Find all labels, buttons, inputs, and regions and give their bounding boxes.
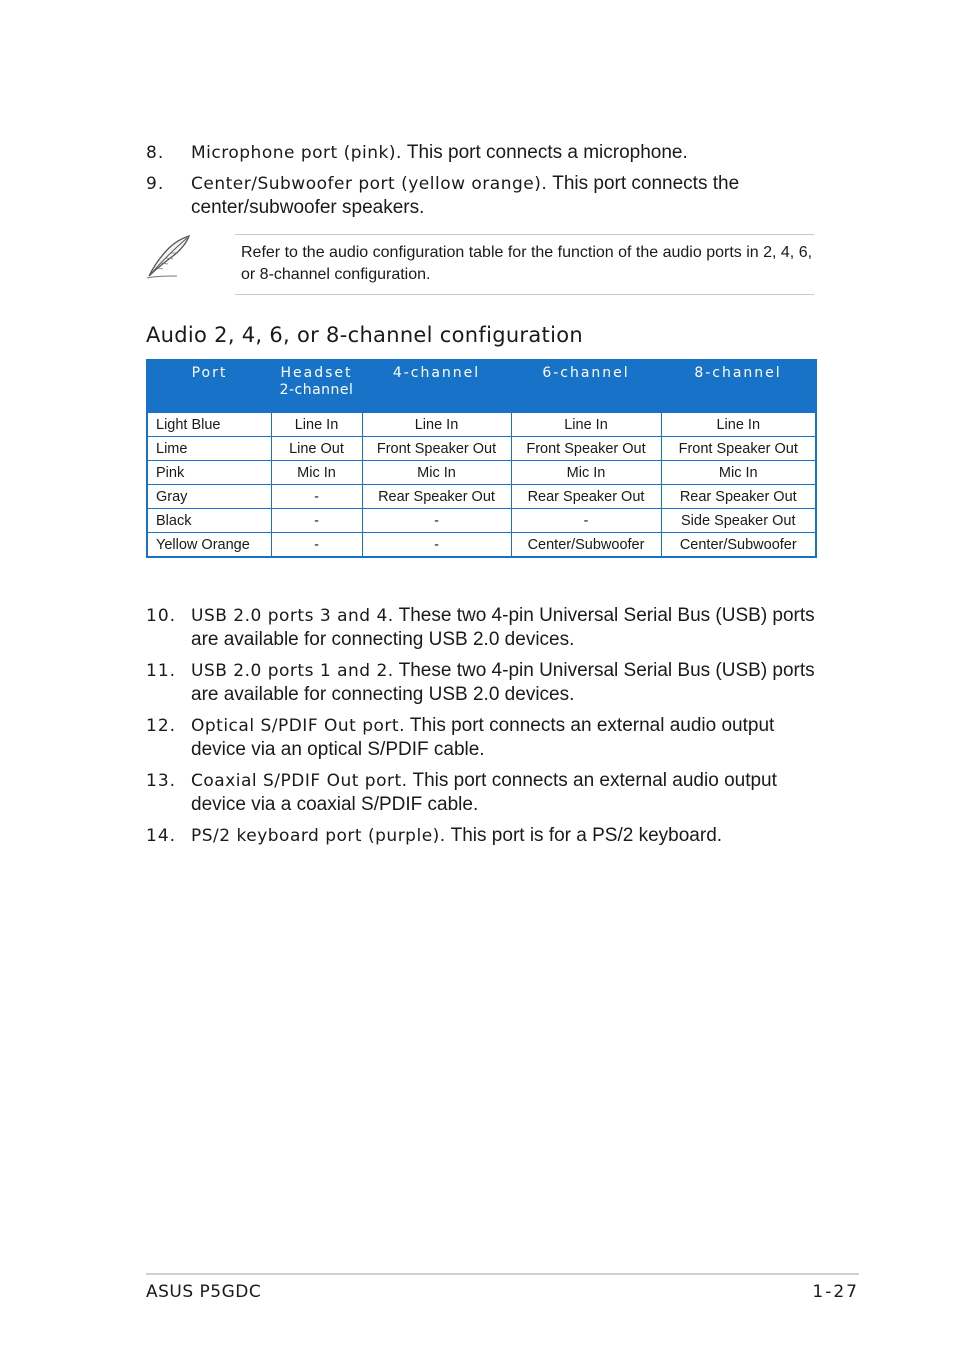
cell: Line In xyxy=(362,413,511,437)
list-item-ps2-keyboard xyxy=(146,824,816,848)
table-row xyxy=(147,533,816,558)
cell: - xyxy=(362,533,511,558)
cell: Mic In xyxy=(661,461,816,485)
list-item-optical-spdif xyxy=(146,714,816,762)
item-number: 11. xyxy=(146,661,177,681)
item-number: 9. xyxy=(146,174,165,194)
pen-feather-icon xyxy=(143,232,193,280)
cell: - xyxy=(271,533,362,558)
footer-product-name: ASUS P5GDC xyxy=(146,1282,262,1302)
note-box xyxy=(235,234,814,295)
item-text: This port is for a PS/2 keyboard. xyxy=(445,825,723,846)
table-header-row xyxy=(147,360,816,413)
table-row xyxy=(147,461,816,485)
cell-port: Black xyxy=(147,509,271,533)
item-lead: PS/2 keyboard port (purple). xyxy=(191,826,446,846)
cell-port: Pink xyxy=(147,461,271,485)
table-row xyxy=(147,509,816,533)
table-row xyxy=(147,437,816,461)
cell: Mic In xyxy=(511,461,661,485)
cell-port: Lime xyxy=(147,437,271,461)
item-text: These two 4-pin Universal Serial Bus (USB) ports are available for connecting USB 2.0 devices. xyxy=(191,660,815,705)
cell: Line In xyxy=(271,413,362,437)
cell: Center/Subwoofer xyxy=(511,533,661,558)
note-text: Refer to the audio configuration table for the function of the audio ports in 2, 4, 6, or 8-channel configuration. xyxy=(241,244,813,283)
cell: Rear Speaker Out xyxy=(511,485,661,509)
item-number: 14. xyxy=(146,826,177,846)
header-4-channel: 4-channel xyxy=(362,360,511,413)
cell: - xyxy=(362,509,511,533)
item-lead: Microphone port (pink). xyxy=(191,143,402,163)
table-row xyxy=(147,485,816,509)
cell: - xyxy=(271,485,362,509)
table-row xyxy=(147,413,816,437)
cell: - xyxy=(511,509,661,533)
list-item-usb-ports-3-4 xyxy=(146,604,816,652)
cell: Rear Speaker Out xyxy=(362,485,511,509)
header-port: Port xyxy=(147,360,271,413)
section-title: Audio 2, 4, 6, or 8-channel configuration xyxy=(146,323,583,347)
item-number: 12. xyxy=(146,716,177,736)
item-text: This port connects an external audio output device via an optical S/PDIF cable. xyxy=(191,715,775,760)
item-lead: USB 2.0 ports 3 and 4. xyxy=(191,606,394,626)
header-headset xyxy=(271,360,362,413)
list-item-center-subwoofer-port xyxy=(146,172,816,220)
cell: Rear Speaker Out xyxy=(661,485,816,509)
cell: Front Speaker Out xyxy=(362,437,511,461)
header-8-channel: 8-channel xyxy=(661,360,816,413)
footer-divider xyxy=(146,1273,859,1275)
cell: Line Out xyxy=(271,437,362,461)
item-lead: Optical S/PDIF Out port. xyxy=(191,716,405,736)
cell-port: Gray xyxy=(147,485,271,509)
item-text: This port connects the center/subwoofer speakers. xyxy=(191,173,740,218)
cell: Side Speaker Out xyxy=(661,509,816,533)
audio-config-table xyxy=(146,359,817,558)
item-number: 8. xyxy=(146,143,165,163)
item-lead: Coaxial S/PDIF Out port. xyxy=(191,771,408,791)
header-6-channel: 6-channel xyxy=(511,360,661,413)
cell: - xyxy=(271,509,362,533)
item-number: 10. xyxy=(146,606,177,626)
list-item-microphone-port xyxy=(146,141,816,165)
footer-page-number: 1-27 xyxy=(812,1282,859,1302)
item-number: 13. xyxy=(146,771,177,791)
item-text: These two 4-pin Universal Serial Bus (USB) ports are available for connecting USB 2.0 devices. xyxy=(191,605,815,650)
cell: Line In xyxy=(511,413,661,437)
cell: Front Speaker Out xyxy=(661,437,816,461)
header-headset-line1: Headset xyxy=(280,365,353,381)
cell-port: Light Blue xyxy=(147,413,271,437)
item-lead: Center/Subwoofer port (yellow orange). xyxy=(191,174,548,194)
header-headset-line2: 2-channel xyxy=(279,382,354,398)
cell: Center/Subwoofer xyxy=(661,533,816,558)
item-text: This port connects a microphone. xyxy=(401,142,688,163)
cell: Front Speaker Out xyxy=(511,437,661,461)
cell-port: Yellow Orange xyxy=(147,533,271,558)
item-lead: USB 2.0 ports 1 and 2. xyxy=(191,661,394,681)
list-item-coaxial-spdif xyxy=(146,769,816,817)
cell: Mic In xyxy=(271,461,362,485)
list-item-usb-ports-1-2 xyxy=(146,659,816,707)
cell: Line In xyxy=(661,413,816,437)
item-text: This port connects an external audio output device via a coaxial S/PDIF cable. xyxy=(191,770,777,815)
cell: Mic In xyxy=(362,461,511,485)
